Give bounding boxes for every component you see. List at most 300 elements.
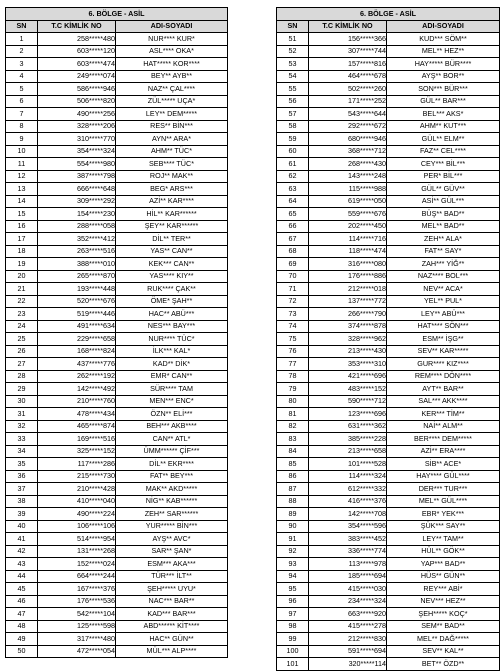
person-name: PER* BİL***	[387, 170, 500, 183]
row-number: 67	[277, 233, 309, 246]
row-number: 72	[277, 295, 309, 308]
tc-number: 113*****978	[309, 558, 387, 571]
person-name: EMR* CAN**	[116, 370, 228, 383]
tc-number: 292*****672	[309, 120, 387, 133]
row-number: 90	[277, 520, 309, 533]
table-row	[277, 158, 500, 171]
person-name: YEL** PUL*	[387, 295, 500, 308]
person-name: ASL**** OKA*	[116, 45, 228, 58]
row-number: 9	[6, 133, 38, 146]
tc-number: 354*****596	[309, 520, 387, 533]
tc-number: 415*****030	[309, 583, 387, 596]
row-number: 50	[6, 645, 38, 658]
table-row	[6, 145, 228, 158]
row-number: 31	[6, 408, 38, 421]
table-row	[6, 408, 228, 421]
table-row	[6, 45, 228, 58]
row-number: 68	[277, 245, 309, 258]
table-row	[6, 520, 228, 533]
tc-number: 263*****516	[38, 245, 116, 258]
person-name: YAS** CAN**	[116, 245, 228, 258]
table-row	[277, 45, 500, 58]
row-number: 48	[6, 620, 38, 633]
row-number: 100	[277, 645, 309, 658]
table-row	[6, 633, 228, 646]
person-name: HÜS** GÜN**	[387, 570, 500, 583]
header-tc: T.C KİMLİK NO	[309, 20, 387, 33]
row-number: 82	[277, 420, 309, 433]
table-row	[6, 483, 228, 496]
table-row	[277, 595, 500, 608]
table-row	[6, 620, 228, 633]
person-name: MEN*** ENC*	[116, 395, 228, 408]
table-row	[277, 208, 500, 221]
tc-number: 212*****830	[309, 633, 387, 646]
row-number: 33	[6, 433, 38, 446]
row-number: 43	[6, 558, 38, 571]
table-row	[6, 583, 228, 596]
row-number: 99	[277, 633, 309, 646]
table-row	[6, 208, 228, 221]
person-name: ŞEH***** UYU*	[116, 583, 228, 596]
row-number: 2	[6, 45, 38, 58]
person-name: GUR**** KIZ****	[387, 358, 500, 371]
table-row	[6, 495, 228, 508]
tc-number: 603*****120	[38, 45, 116, 58]
row-number: 6	[6, 95, 38, 108]
row-number: 93	[277, 558, 309, 571]
person-name: KEK*** CAN**	[116, 258, 228, 271]
tc-number: 262*****192	[38, 370, 116, 383]
row-number: 24	[6, 320, 38, 333]
person-name: BÜŞ** BAD**	[387, 208, 500, 221]
person-name: YAP*** BAD**	[387, 558, 500, 571]
person-name: NEV** ACA*	[387, 283, 500, 296]
row-number: 59	[277, 133, 309, 146]
tc-number: 464*****678	[309, 70, 387, 83]
person-name: HAC** GÜN**	[116, 633, 228, 646]
person-name: DİL** TER**	[116, 233, 228, 246]
row-number: 30	[6, 395, 38, 408]
person-name: FAZ** CEL****	[387, 145, 500, 158]
tc-number: 258*****480	[38, 33, 116, 46]
tc-number: 666*****648	[38, 183, 116, 196]
table-row	[6, 320, 228, 333]
person-name: TÜR*** İLT**	[116, 570, 228, 583]
table-row	[6, 83, 228, 96]
table-row	[277, 383, 500, 396]
table-row	[6, 645, 228, 658]
row-number: 71	[277, 283, 309, 296]
row-number: 56	[277, 95, 309, 108]
person-name: KER*** TİM**	[387, 408, 500, 421]
row-number: 95	[277, 583, 309, 596]
tc-number: 619*****050	[309, 195, 387, 208]
person-name: BER**** DEM*****	[387, 433, 500, 446]
table-row	[6, 420, 228, 433]
row-number: 84	[277, 445, 309, 458]
table-row	[277, 620, 500, 633]
person-name: HAC** ABÜ***	[116, 308, 228, 321]
person-name: NAZ** ÇAL****	[116, 83, 228, 96]
person-name: AZİ** ERA****	[387, 445, 500, 458]
row-number: 34	[6, 445, 38, 458]
tc-number: 249*****074	[38, 70, 116, 83]
row-number: 83	[277, 433, 309, 446]
tc-number: 325*****152	[38, 445, 116, 458]
table-row	[6, 195, 228, 208]
tc-number: 663*****920	[309, 608, 387, 621]
candidate-table-left	[5, 7, 228, 658]
person-name: YUR***** BİN***	[116, 520, 228, 533]
row-number: 26	[6, 345, 38, 358]
table-row	[277, 495, 500, 508]
person-name: YAS**** KIY**	[116, 270, 228, 283]
tc-number: 542*****104	[38, 608, 116, 621]
tc-number: 328*****962	[309, 333, 387, 346]
tc-number: 631*****362	[309, 420, 387, 433]
table-row	[6, 158, 228, 171]
tc-number: 152*****024	[38, 558, 116, 571]
person-name: HAT**** SÖN***	[387, 320, 500, 333]
row-number: 21	[6, 283, 38, 296]
tc-number: 490*****224	[38, 508, 116, 521]
tc-number: 101*****528	[309, 458, 387, 471]
table-row	[277, 120, 500, 133]
row-number: 55	[277, 83, 309, 96]
table-row	[6, 120, 228, 133]
person-name: EBR* YEK***	[387, 508, 500, 521]
table-row	[6, 558, 228, 571]
person-name: ŞEY** KAR******	[116, 220, 228, 233]
table-row	[277, 445, 500, 458]
row-number: 49	[6, 633, 38, 646]
person-name: CEY*** BİL***	[387, 158, 500, 171]
person-name: BEL*** AKS*	[387, 108, 500, 121]
person-name: REM**** DÖN****	[387, 370, 500, 383]
table-row	[277, 545, 500, 558]
table-row	[277, 520, 500, 533]
row-number: 85	[277, 458, 309, 471]
tc-number: 354*****324	[38, 145, 116, 158]
row-number: 66	[277, 220, 309, 233]
table-row	[6, 608, 228, 621]
person-name: SİB** ACE*	[387, 458, 500, 471]
row-number: 18	[6, 245, 38, 258]
table-row	[277, 195, 500, 208]
person-name: NAİ** ALM**	[387, 420, 500, 433]
table-row	[277, 358, 500, 371]
table-row	[277, 183, 500, 196]
person-name: GÜL** ELM**	[387, 133, 500, 146]
row-number: 39	[6, 508, 38, 521]
row-number: 44	[6, 570, 38, 583]
tc-number: 421*****696	[309, 370, 387, 383]
row-number: 86	[277, 470, 309, 483]
tc-number: 506*****820	[38, 95, 116, 108]
table-row	[277, 133, 500, 146]
row-number: 19	[6, 258, 38, 271]
tc-number: 143*****248	[309, 170, 387, 183]
person-name: ZEH** ALA*	[387, 233, 500, 246]
row-number: 45	[6, 583, 38, 596]
tc-number: 483*****152	[309, 383, 387, 396]
person-name: ÜMM****** ÇİF***	[116, 445, 228, 458]
tc-number: 385*****228	[309, 433, 387, 446]
tc-number: 137*****772	[309, 295, 387, 308]
person-name: AZİ** KAR****	[116, 195, 228, 208]
person-name: SÜR**** TAM	[116, 383, 228, 396]
tc-number: 519*****446	[38, 308, 116, 321]
person-name: NES*** BAY***	[116, 320, 228, 333]
table-row	[277, 258, 500, 271]
tc-number: 123*****696	[309, 408, 387, 421]
tc-number: 472*****054	[38, 645, 116, 658]
person-name: AYT** BAR**	[387, 383, 500, 396]
row-number: 78	[277, 370, 309, 383]
table-row	[6, 258, 228, 271]
tc-number: 514*****954	[38, 533, 116, 546]
row-number: 51	[277, 33, 309, 46]
table-row	[277, 533, 500, 546]
person-name: SEB**** TÜC*	[116, 158, 228, 171]
table-row	[277, 570, 500, 583]
row-number: 73	[277, 308, 309, 321]
table-row	[277, 70, 500, 83]
tc-number: 234*****324	[309, 595, 387, 608]
tc-number: 368*****712	[309, 145, 387, 158]
tc-number: 288*****058	[38, 220, 116, 233]
table-row	[277, 608, 500, 621]
tc-number: 612*****332	[309, 483, 387, 496]
table-row	[277, 458, 500, 471]
tc-number: 154*****230	[38, 208, 116, 221]
row-number: 10	[6, 145, 38, 158]
table-row	[277, 295, 500, 308]
row-number: 47	[6, 608, 38, 621]
tc-number: 664*****244	[38, 570, 116, 583]
tc-number: 265*****870	[38, 270, 116, 283]
person-name: MEL** BAD**	[387, 220, 500, 233]
tc-number: 320*****114	[309, 658, 387, 671]
row-number: 46	[6, 595, 38, 608]
person-name: AYŞ** BOR**	[387, 70, 500, 83]
person-name: AHM** TÜC*	[116, 145, 228, 158]
table-row	[6, 183, 228, 196]
row-number: 96	[277, 595, 309, 608]
table-row	[277, 220, 500, 233]
table-row	[277, 395, 500, 408]
person-name: DİL** EKR****	[116, 458, 228, 471]
row-number: 60	[277, 145, 309, 158]
table-row	[277, 333, 500, 346]
row-number: 54	[277, 70, 309, 83]
row-number: 101	[277, 658, 309, 671]
person-name: BEH*** AKB****	[116, 420, 228, 433]
table-row	[6, 70, 228, 83]
table-row	[277, 245, 500, 258]
person-name: REY*** ABİ*	[387, 583, 500, 596]
person-name: SAL*** AKK****	[387, 395, 500, 408]
table-row	[6, 170, 228, 183]
tc-number: 185*****694	[309, 570, 387, 583]
tc-number: 167*****376	[38, 583, 116, 596]
row-number: 37	[6, 483, 38, 496]
row-number: 28	[6, 370, 38, 383]
tc-number: 387*****798	[38, 170, 116, 183]
row-number: 7	[6, 108, 38, 121]
table-row	[277, 308, 500, 321]
row-number: 3	[6, 58, 38, 71]
region-title: 6. BÖLGE - ASİL	[277, 8, 500, 21]
person-name: LEY** DEM*****	[116, 108, 228, 121]
row-number: 87	[277, 483, 309, 496]
table-row	[6, 95, 228, 108]
tc-number: 465*****874	[38, 420, 116, 433]
candidate-table-right	[276, 7, 500, 671]
table-row	[277, 583, 500, 596]
person-name: SEV** KAL**	[387, 645, 500, 658]
tc-number: 416*****376	[309, 495, 387, 508]
table-row	[6, 345, 228, 358]
table-row	[277, 33, 500, 46]
table-row	[6, 433, 228, 446]
table-body-right	[277, 33, 500, 671]
person-name: ŞÜK*** SAY**	[387, 520, 500, 533]
table-row	[277, 370, 500, 383]
row-number: 36	[6, 470, 38, 483]
table-row	[277, 345, 500, 358]
header-name: ADI-SOYADI	[116, 20, 228, 33]
tc-number: 590*****712	[309, 395, 387, 408]
tc-number: 202*****450	[309, 220, 387, 233]
table-row	[6, 383, 228, 396]
tc-number: 352*****412	[38, 233, 116, 246]
row-number: 27	[6, 358, 38, 371]
table-row	[6, 470, 228, 483]
row-number: 62	[277, 170, 309, 183]
row-number: 35	[6, 458, 38, 471]
tc-number: 213*****658	[309, 445, 387, 458]
person-name: NUR**** KUR*	[116, 33, 228, 46]
tc-number: 336*****774	[309, 545, 387, 558]
row-number: 70	[277, 270, 309, 283]
row-number: 15	[6, 208, 38, 221]
row-number: 1	[6, 33, 38, 46]
table-row	[277, 483, 500, 496]
tc-number: 410*****040	[38, 495, 116, 508]
person-name: ABD****** KİT****	[116, 620, 228, 633]
row-number: 77	[277, 358, 309, 371]
tc-number: 680*****946	[309, 133, 387, 146]
person-name: HAT***** KOR****	[116, 58, 228, 71]
person-name: İLK*** KAL*	[116, 345, 228, 358]
tc-number: 169*****516	[38, 433, 116, 446]
person-name: LEY** ABÜ***	[387, 308, 500, 321]
row-number: 64	[277, 195, 309, 208]
tc-number: 171*****252	[309, 95, 387, 108]
table-row	[277, 83, 500, 96]
tc-number: 213*****430	[309, 345, 387, 358]
row-number: 38	[6, 495, 38, 508]
person-name: BEY** AYB**	[116, 70, 228, 83]
row-number: 5	[6, 83, 38, 96]
person-name: MAK** AKD*****	[116, 483, 228, 496]
table-row	[6, 33, 228, 46]
tc-number: 490*****256	[38, 108, 116, 121]
tc-number: 176*****886	[309, 270, 387, 283]
table-row	[6, 570, 228, 583]
row-number: 53	[277, 58, 309, 71]
table-row	[277, 408, 500, 421]
person-name: ZAH*** YİĞ**	[387, 258, 500, 271]
row-number: 8	[6, 120, 38, 133]
region-title: 6. BÖLGE - ASİL	[6, 8, 228, 21]
person-name: NAZ**** BOL***	[387, 270, 500, 283]
row-number: 63	[277, 183, 309, 196]
row-number: 41	[6, 533, 38, 546]
table-row	[6, 283, 228, 296]
table-row	[277, 145, 500, 158]
row-number: 22	[6, 295, 38, 308]
person-name: ESM*** AKA***	[116, 558, 228, 571]
row-number: 58	[277, 120, 309, 133]
tc-number: 212*****018	[309, 283, 387, 296]
table-row	[277, 470, 500, 483]
row-number: 79	[277, 383, 309, 396]
row-number: 52	[277, 45, 309, 58]
person-name: FAT** BEY***	[116, 470, 228, 483]
table-row	[277, 508, 500, 521]
header-tc: T.C KİMLİK NO	[38, 20, 116, 33]
person-name: FAT** SAY*	[387, 245, 500, 258]
person-name: ÖZN** ELİ***	[116, 408, 228, 421]
table-row	[277, 233, 500, 246]
tc-number: 307*****744	[309, 45, 387, 58]
table-row	[6, 458, 228, 471]
row-number: 81	[277, 408, 309, 421]
tc-number: 118*****474	[309, 245, 387, 258]
header-name: ADI-SOYADI	[387, 20, 500, 33]
tc-number: 215*****730	[38, 470, 116, 483]
table-row	[6, 245, 228, 258]
person-name: HİL** KAR******	[116, 208, 228, 221]
person-name: ŞEH***** KOÇ*	[387, 608, 500, 621]
person-name: MEL** HEZ**	[387, 45, 500, 58]
tc-number: 168*****824	[38, 345, 116, 358]
table-row	[6, 220, 228, 233]
row-number: 12	[6, 170, 38, 183]
table-row	[6, 533, 228, 546]
row-number: 94	[277, 570, 309, 583]
person-name: LEY** TAM**	[387, 533, 500, 546]
tc-number: 157*****816	[309, 58, 387, 71]
person-name: ZÜL***** UÇA*	[116, 95, 228, 108]
tc-number: 117*****286	[38, 458, 116, 471]
person-name: BEG* ARS***	[116, 183, 228, 196]
row-number: 75	[277, 333, 309, 346]
row-number: 74	[277, 320, 309, 333]
table-row	[6, 270, 228, 283]
person-name: HAY**** GÜL****	[387, 470, 500, 483]
table-row	[6, 295, 228, 308]
table-row	[277, 170, 500, 183]
person-name: ÖME* ŞAH**	[116, 295, 228, 308]
person-name: MEL** DAĞ*****	[387, 633, 500, 646]
person-name: SEV** KAR*****	[387, 345, 500, 358]
header-sn: SN	[6, 20, 38, 33]
person-name: ESM** İŞG**	[387, 333, 500, 346]
